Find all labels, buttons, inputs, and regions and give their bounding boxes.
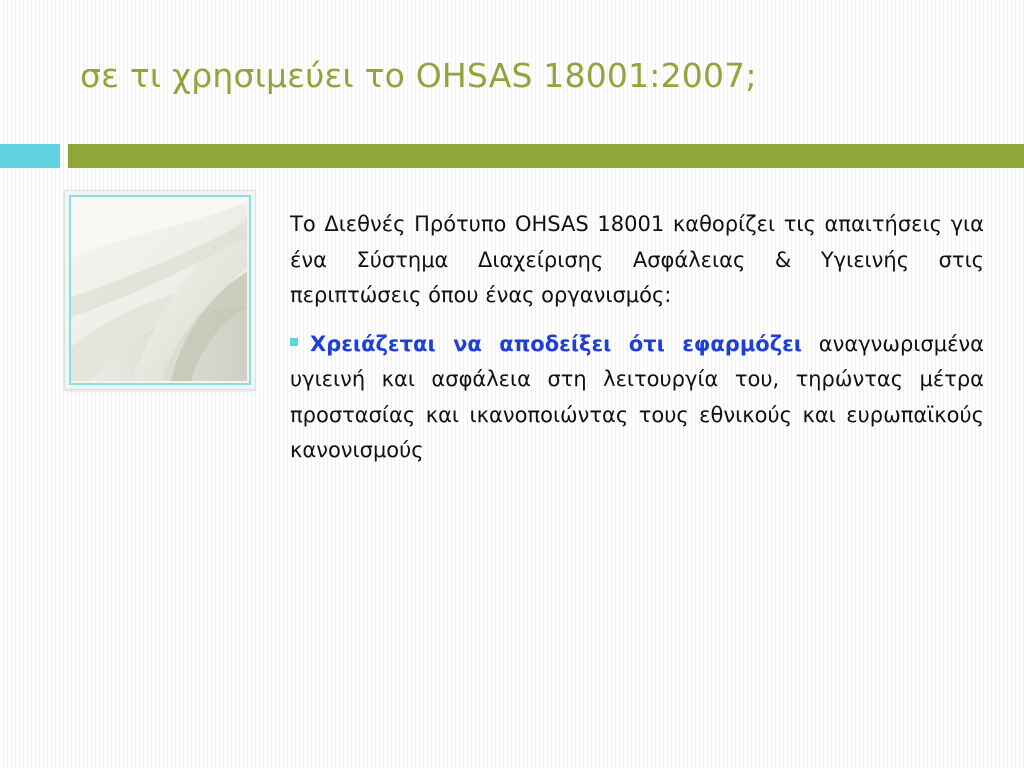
book-pages-image-frame — [64, 190, 256, 390]
square-bullet-icon — [290, 338, 298, 346]
bullet-item — [290, 327, 984, 469]
accent-bar-cyan — [0, 144, 60, 168]
bullet-highlight: Χρειάζεται να αποδείξει ότι εφαρμόζει — [310, 331, 802, 356]
slide-body — [290, 207, 984, 482]
book-pages-image — [69, 195, 251, 385]
bullet-text: αναγνωρισμένα υγιεινή και ασφάλεια στη λειτουργία του, τηρώντας μέτρα προστασίας και ικανοποιώντας τους εθνικούς και ευρωπαϊκούς κανονισμούς — [290, 331, 984, 462]
accent-bar-green — [68, 144, 1024, 168]
slide-title: σε τι χρησιμεύει το OHSAS 18001:2007; — [80, 56, 757, 95]
intro-paragraph: Το Διεθνές Πρότυπο OHSAS 18001 καθορίζει τις απαιτήσεις για ένα Σύστημα Διαχείρισης Ασφάλειας & Υγιεινής στις περιπτώσεις όπου ένας οργανισμός: — [290, 212, 984, 307]
